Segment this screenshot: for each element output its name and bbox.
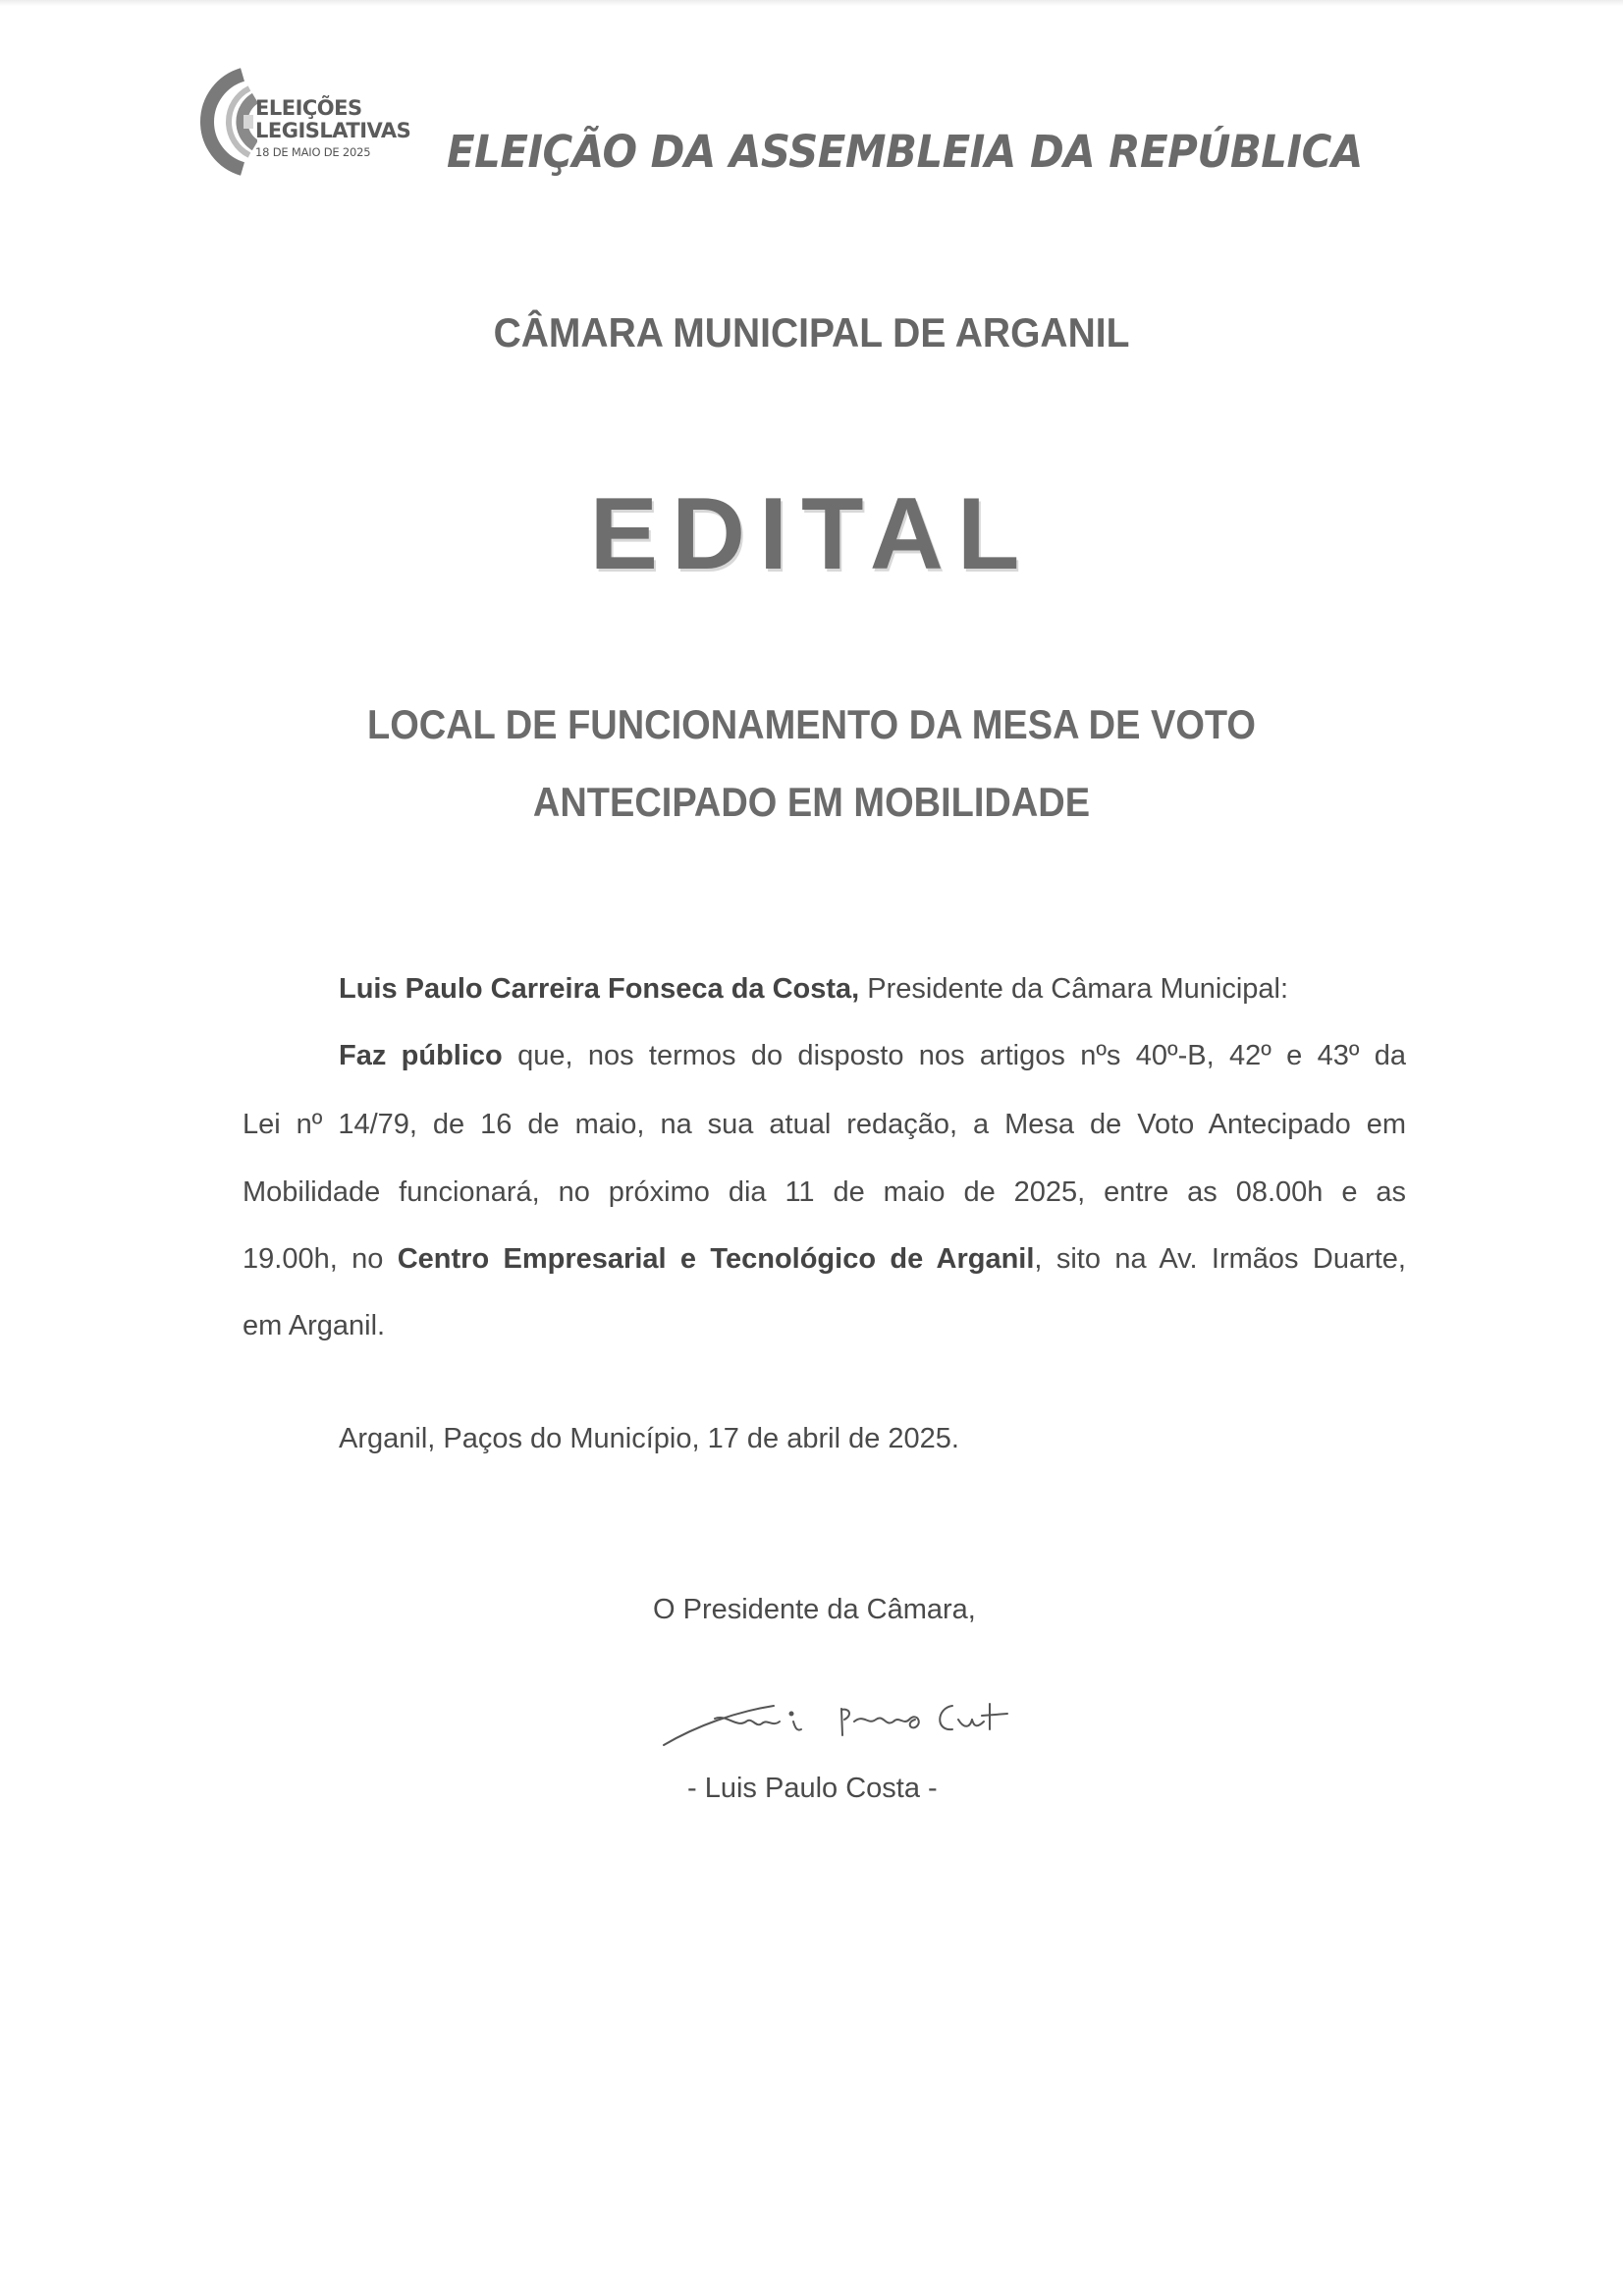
logo-line2: LEGISLATIVAS — [255, 119, 411, 142]
document-type: EDITAL — [589, 477, 1034, 591]
institution-name: CÂMARA MUNICIPAL DE ARGANIL — [493, 310, 1130, 356]
election-title: ELEIÇÃO DA ASSEMBLEIA DA REPÚBLICA — [447, 126, 1363, 178]
body-line-3: Mobilidade funcionará, no próximo dia 11 de maio de 2025, entre as 08.00h e as — [243, 1176, 1406, 1208]
body-line-2: Lei nº 14/79, de 16 de maio, na sua atual redação, a Mesa de Voto Antecipado em — [243, 1109, 1406, 1140]
signatory-name: - Luis Paulo Costa - — [687, 1773, 938, 1804]
body-line-4-post: , sito na Av. Irmãos Duarte, — [1034, 1243, 1406, 1275]
venue-name: Centro Empresarial e Tecnológico de Arganil — [397, 1243, 1035, 1275]
body-line-1-text: que, nos termos do disposto nos artigos nºs 40º-B, 42º e 43º da — [502, 1040, 1406, 1071]
body-line-4-pre: 19.00h, no — [243, 1243, 398, 1275]
logo-arcs-icon — [169, 61, 257, 184]
signatory-title: O Presidente da Câmara, — [653, 1594, 976, 1625]
logo-date: 18 DE MAIO DE 2025 — [255, 145, 371, 159]
intro-rest: Presidente da Câmara Municipal: — [859, 973, 1289, 1005]
body-line-4 — [243, 1242, 1406, 1276]
place-date: Arganil, Paços do Município, 17 de abril de 2025. — [339, 1423, 959, 1454]
intro-line — [339, 972, 1502, 1006]
scan-edge — [0, 0, 1623, 6]
elections-logo — [169, 61, 414, 184]
president-full-name: Luis Paulo Carreira Fonseca da Costa, — [339, 973, 860, 1005]
body-line-1 — [339, 1039, 1406, 1072]
subject-line-2: ANTECIPADO EM MOBILIDADE — [532, 780, 1091, 827]
announcement-lead: Faz público — [339, 1040, 503, 1071]
body-line-5: em Arganil. — [243, 1310, 386, 1341]
subject-line-1: LOCAL DE FUNCIONAMENTO DA MESA DE VOTO — [366, 702, 1256, 749]
handwritten-signature — [658, 1684, 1129, 1763]
logo-line1: ELEIÇÕES — [255, 96, 362, 120]
